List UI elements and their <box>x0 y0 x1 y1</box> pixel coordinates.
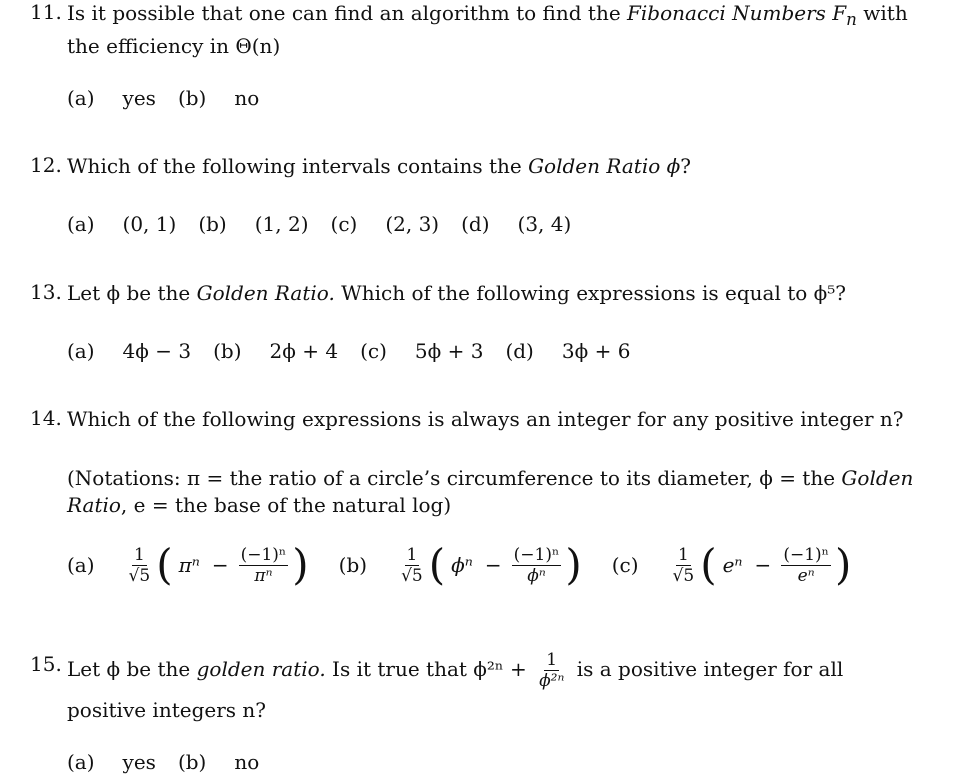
coefficient: $\frac{1}{√5}$ <box>672 544 695 586</box>
question-number: 11. <box>30 0 62 24</box>
option-label: (a) <box>67 86 95 110</box>
coefficient: $\frac{1}{√5}$ <box>128 544 151 586</box>
question-number: 14. <box>30 406 62 430</box>
option-value[interactable]: (1, 2) <box>254 212 309 236</box>
option-value[interactable]: 5ϕ + 3 <box>414 339 484 363</box>
option-label: (c) <box>611 553 639 577</box>
option-label: (a) <box>67 750 95 774</box>
option-label: (c) <box>360 339 387 363</box>
option-value[interactable]: 2ϕ + 4 <box>269 339 339 363</box>
option-value[interactable]: 4ϕ − 3 <box>122 339 192 363</box>
option-label: (a) <box>67 212 95 236</box>
question-number: 12. <box>30 153 62 177</box>
answer-options <box>67 212 593 236</box>
option-b-expression[interactable]: (b) $\frac{1}{√5}$ ( ϕⁿ − $\frac{\text{(−1)ⁿ}}{\text{ϕⁿ}}$ ) <box>338 540 582 589</box>
answer-options <box>67 540 881 589</box>
option-value[interactable]: no <box>234 750 260 774</box>
option-value[interactable]: (2, 3) <box>385 212 440 236</box>
option-label: (b) <box>198 212 227 236</box>
answer-options <box>67 86 281 110</box>
option-value[interactable]: 3ϕ + 6 <box>561 339 631 363</box>
option-label: (b) <box>177 86 207 110</box>
option-label: (a) <box>67 553 95 577</box>
question-text: Is it possible that one can find an algorithm to find the Fibonacci Numbers $F_n$ with the efficiency in Θ(n) <box>67 1 908 58</box>
option-c-expression[interactable]: (c) $\frac{1}{√5}$ ( eⁿ − $\frac{\text{(−1)ⁿ}}{\text{eⁿ}}$ ) <box>611 540 852 589</box>
option-label: (b) <box>213 339 242 363</box>
question-text: Which of the following intervals contains the Golden Ratio ϕ? <box>67 154 692 178</box>
option-label: (d) <box>505 339 534 363</box>
option-a-expression[interactable]: (a) $\frac{1}{√5}$ ( πⁿ − $\frac{\text{(−1)ⁿ}}{\text{πⁿ}}$ ) <box>67 540 309 589</box>
option-label: (b) <box>338 553 368 577</box>
notation-note: (Notations: π = the ratio of a circle’s circumference to its diameter, ϕ = the Golden Ratio, e = the base of the natural log) <box>67 466 914 517</box>
option-label: (a) <box>67 339 95 363</box>
option-value[interactable]: yes <box>122 86 156 110</box>
answer-options <box>67 339 652 363</box>
option-label: (b) <box>177 750 207 774</box>
question-text: Which of the following expressions is always an integer for any positive integer n? <box>67 407 904 431</box>
option-value[interactable]: yes <box>122 750 156 774</box>
option-value[interactable]: (3, 4) <box>517 212 572 236</box>
question-text: Let ϕ be the golden ratio. Is it true that ϕ²ⁿ + $\frac{1}{\text{ϕ²ⁿ}}$ is a positive integer for all positive integers n? <box>67 650 844 722</box>
question-text: Let ϕ be the Golden Ratio. Which of the following expressions is equal to ϕ⁵? <box>67 281 847 305</box>
question-number: 13. <box>30 280 62 304</box>
option-label: (c) <box>330 212 358 236</box>
coefficient: $\frac{1}{√5}$ <box>401 544 423 586</box>
option-value[interactable]: (0, 1) <box>122 212 177 236</box>
question-number: 15. <box>30 652 62 676</box>
option-label: (d) <box>461 212 490 236</box>
answer-options <box>67 750 281 774</box>
option-value[interactable]: no <box>234 86 260 110</box>
